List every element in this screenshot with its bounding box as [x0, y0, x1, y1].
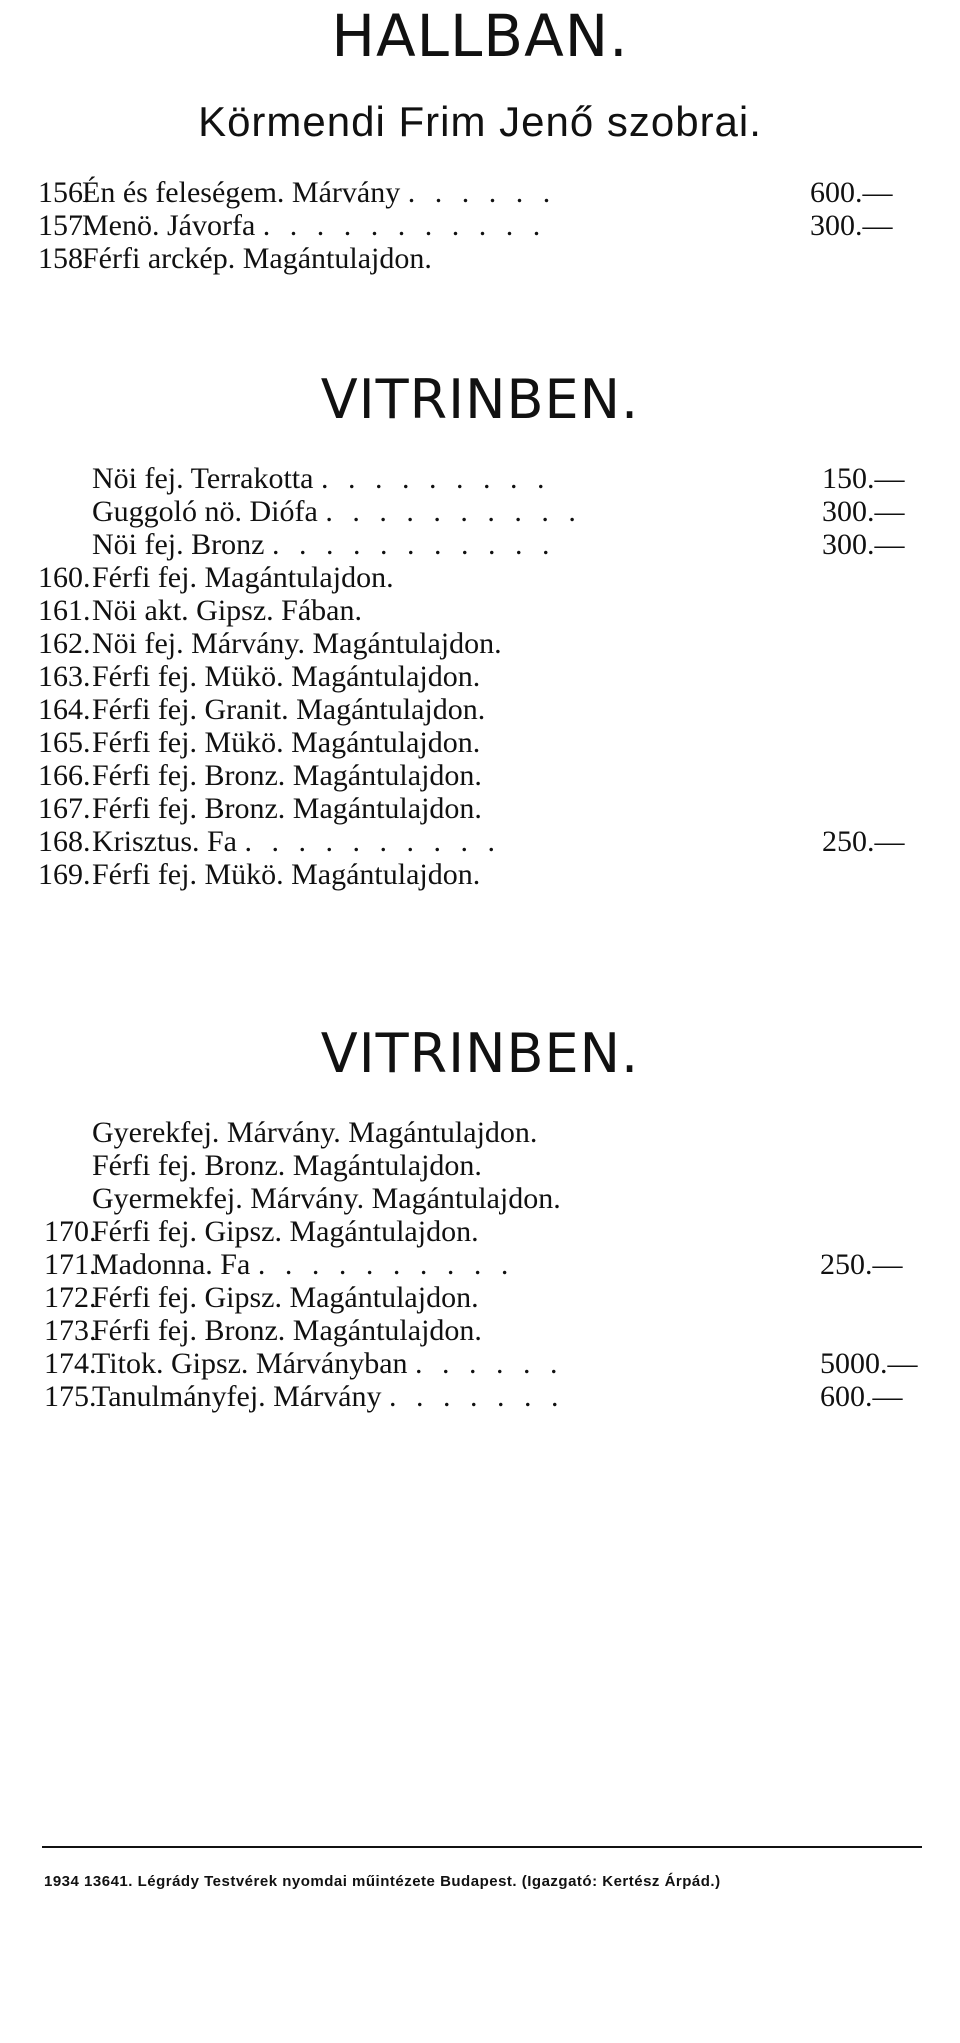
entry-number: 172.	[44, 1281, 97, 1314]
entry-number: 161.	[38, 594, 91, 627]
entry-number: 169.	[38, 858, 91, 891]
entry-price: 250.—	[820, 1248, 903, 1281]
hall-item-list	[0, 176, 960, 275]
entry-number: 163.	[38, 660, 91, 693]
entry-text: Madonna. Fa	[92, 1248, 251, 1281]
entry-description	[82, 176, 556, 209]
catalog-entry	[0, 858, 960, 891]
entry-description	[92, 726, 480, 759]
entry-number: 174.	[44, 1347, 97, 1380]
entry-text: Férfi fej. Mükö. Magántulajdon.	[92, 726, 481, 759]
leader-dots: . . . . . . . . . . .	[262, 209, 547, 242]
catalog-entry	[0, 1248, 960, 1281]
entry-price: 300.—	[810, 209, 893, 242]
catalog-entry	[0, 176, 960, 209]
catalog-entry	[0, 1182, 960, 1215]
entry-description	[92, 1248, 514, 1281]
entry-number: 162.	[38, 627, 91, 660]
leader-dots: . . . . . .	[415, 1347, 564, 1380]
entry-text: Férfi fej. Bronz. Magántulajdon.	[92, 1149, 482, 1182]
catalog-entry	[0, 1281, 960, 1314]
entry-number: 168.	[38, 825, 91, 858]
entry-number: 158.	[38, 242, 91, 275]
entry-description	[92, 825, 501, 858]
catalog-entry	[0, 1380, 960, 1413]
entry-price: 600.—	[820, 1380, 903, 1413]
entry-number: 167.	[38, 792, 91, 825]
entry-description	[92, 495, 582, 528]
entry-text: Férfi fej. Granit. Magántulajdon.	[92, 693, 486, 726]
catalog-entry	[0, 594, 960, 627]
entry-text: Én és feleségem. Márvány	[82, 176, 401, 209]
entry-description	[92, 594, 362, 627]
vitrin-2-item-list	[0, 1116, 960, 1413]
leader-dots: . . . . . . . . .	[320, 462, 551, 495]
leader-dots: . . . . . .	[407, 176, 557, 209]
entry-text: Férfi fej. Bronz. Magántulajdon.	[92, 792, 482, 825]
entry-price: 600.—	[810, 176, 893, 209]
catalog-entry	[0, 825, 960, 858]
entry-text: Nöi fej. Márvány. Magántulajdon.	[92, 627, 502, 660]
entry-description	[82, 242, 432, 275]
entry-number: 157.	[38, 209, 91, 242]
entry-description	[92, 1380, 564, 1413]
entry-price: 300.—	[822, 528, 905, 561]
entry-number: 166.	[38, 759, 91, 792]
entry-text: Menö. Jávorfa	[82, 209, 256, 242]
entry-description	[92, 1314, 482, 1347]
entry-text: Nöi fej. Terrakotta	[92, 462, 314, 495]
entry-price: 5000.—	[820, 1347, 918, 1380]
entry-description	[92, 561, 394, 594]
catalog-entry	[0, 792, 960, 825]
catalog-entry	[0, 759, 960, 792]
vitrin-1-item-list	[0, 462, 960, 891]
catalog-entry	[0, 1347, 960, 1380]
catalog-entry	[0, 693, 960, 726]
entry-text: Férfi fej. Gipsz. Magántulajdon.	[92, 1281, 479, 1314]
entry-text: Guggoló nö. Diófa	[92, 495, 318, 528]
catalog-entry	[0, 660, 960, 693]
entry-description	[92, 792, 482, 825]
entry-text: Férfi fej. Mükö. Magántulajdon.	[92, 660, 481, 693]
entry-description	[92, 660, 480, 693]
entry-number: 170.	[44, 1215, 97, 1248]
entry-number: 173.	[44, 1314, 97, 1347]
catalog-entry	[0, 726, 960, 759]
entry-text: Gyermekfej. Márvány. Magántulajdon.	[92, 1182, 561, 1215]
entry-text: Férfi fej. Mükö. Magántulajdon.	[92, 858, 481, 891]
catalog-entry	[0, 561, 960, 594]
entry-description	[92, 858, 480, 891]
entry-description	[92, 1281, 479, 1314]
entry-text: Férfi fej. Bronz. Magántulajdon.	[92, 759, 482, 792]
entry-description	[92, 462, 550, 495]
section-title-hallban: HALLBAN.	[331, 2, 629, 70]
entry-description	[92, 1347, 564, 1380]
catalog-entry	[0, 1314, 960, 1347]
catalog-entry	[0, 627, 960, 660]
entry-text: Férfi fej. Bronz. Magántulajdon.	[92, 1314, 482, 1347]
entry-text: Férfi fej. Gipsz. Magántulajdon.	[92, 1215, 479, 1248]
catalog-entry	[0, 528, 960, 561]
entry-description	[92, 1215, 479, 1248]
catalog-entry	[0, 1116, 960, 1149]
section-title-vitrin-2: VITRINBEN.	[320, 1022, 640, 1085]
entry-number: 156.	[38, 176, 91, 209]
entry-number: 175.	[44, 1380, 97, 1413]
printer-imprint: 1934 13641. Légrády Testvérek nyomdai műintézete Budapest. (Igazgató: Kertész Árpád.)	[44, 1873, 721, 1890]
entry-price: 300.—	[822, 495, 905, 528]
entry-number: 164.	[38, 693, 91, 726]
entry-text: Férfi arckép. Magántulajdon.	[82, 242, 432, 275]
entry-description	[92, 528, 555, 561]
entry-number: 160.	[38, 561, 91, 594]
entry-description	[82, 209, 546, 242]
catalog-subtitle: Körmendi Frim Jenő szobrai.	[198, 98, 762, 145]
footer-divider	[42, 1846, 922, 1848]
catalog-entry	[0, 462, 960, 495]
entry-price: 250.—	[822, 825, 905, 858]
catalog-entry	[0, 495, 960, 528]
catalog-entry	[0, 1149, 960, 1182]
entry-description	[92, 1116, 537, 1149]
entry-text: Nöi akt. Gipsz. Fában.	[92, 594, 362, 627]
entry-description	[92, 693, 485, 726]
catalog-entry	[0, 209, 960, 242]
leader-dots: . . . . . . . . . .	[257, 1248, 515, 1281]
catalog-entry	[0, 242, 960, 275]
entry-description	[92, 759, 482, 792]
entry-text: Gyerekfej. Márvány. Magántulajdon.	[92, 1116, 538, 1149]
entry-description	[92, 627, 502, 660]
entry-text: Nöi fej. Bronz	[92, 528, 265, 561]
entry-number: 171.	[44, 1248, 97, 1281]
leader-dots: . . . . . . . . . .	[325, 495, 582, 528]
entry-description	[92, 1182, 561, 1215]
leader-dots: . . . . . . . . . . .	[271, 528, 556, 561]
leader-dots: . . . . . . . . . .	[244, 825, 501, 858]
leader-dots: . . . . . . .	[388, 1380, 565, 1413]
entry-price: 150.—	[822, 462, 905, 495]
entry-text: Krisztus. Fa	[92, 825, 237, 858]
entry-text: Titok. Gipsz. Márványban	[92, 1347, 408, 1380]
entry-text: Férfi fej. Magántulajdon.	[92, 561, 394, 594]
catalog-entry	[0, 1215, 960, 1248]
entry-number: 165.	[38, 726, 91, 759]
entry-description	[92, 1149, 482, 1182]
entry-text: Tanulmányfej. Márvány	[92, 1380, 382, 1413]
section-title-vitrin-1: VITRINBEN.	[320, 368, 640, 431]
